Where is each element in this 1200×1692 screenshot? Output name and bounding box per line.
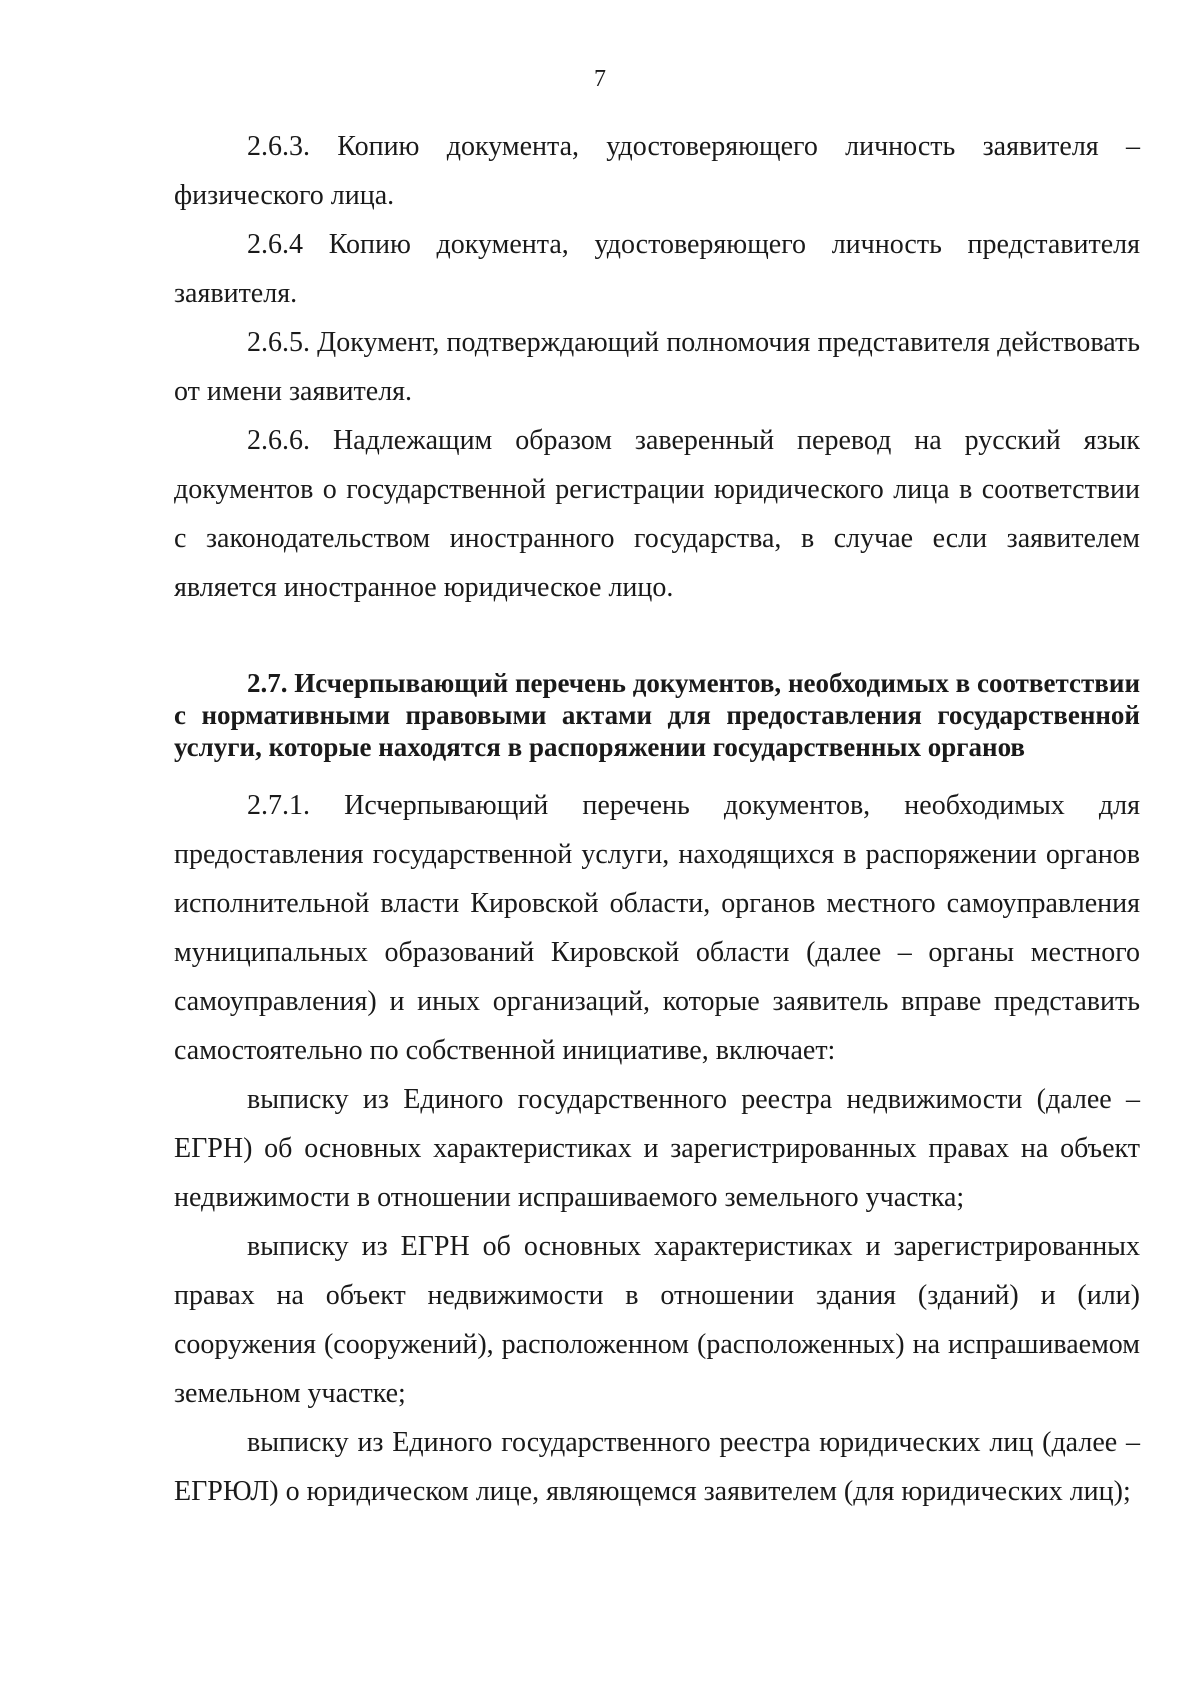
list-item-egrn-land-plot: выписку из Единого государственного реестра недвижимости (далее – ЕГРН) об основных характеристиках и зарегистрированных правах на объект недвижимости в отношении испрашиваемого земельного участка; bbox=[174, 1084, 1140, 1213]
paragraph-2-6-5: 2.6.5. Документ, подтверждающий полномочия представителя действовать от имени заявителя. bbox=[174, 327, 1140, 407]
list-item-egrul: выписку из Единого государственного реестра юридических лиц (далее – ЕГРЮЛ) о юридическом лице, являющемся заявителем (для юридических лиц); bbox=[174, 1427, 1140, 1507]
list-item-egrn-buildings: выписку из ЕГРН об основных характеристиках и зарегистрированных правах на объект недвижимости в отношении здания (зданий) и (или) сооружения (сооружений), расположенном (расположенных) на испрашиваемом земельном участке; bbox=[174, 1231, 1140, 1409]
document-body bbox=[174, 122, 1140, 1516]
paragraph-2-6-6: 2.6.6. Надлежащим образом заверенный перевод на русский язык документов о государственной регистрации юридического лица в соответствии с законодательством иностранного государства, в случае если заявителем является иностранное юридическое лицо. bbox=[174, 425, 1140, 603]
paragraph-2-6-3: 2.6.3. Копию документа, удостоверяющего личность заявителя – физического лица. bbox=[174, 131, 1140, 211]
page-number: 7 bbox=[594, 66, 606, 92]
section-heading-2-7: 2.7. Исчерпывающий перечень документов, необходимых в соответствии с нормативными правовыми актами для предоставления государственной услуги, которые находятся в распоряжении государственных органов bbox=[174, 668, 1140, 762]
paragraph-2-6-4: 2.6.4 Копию документа, удостоверяющего личность представителя заявителя. bbox=[174, 229, 1140, 309]
paragraph-2-7-1: 2.7.1. Исчерпывающий перечень документов, необходимых для предоставления государственной услуги, находящихся в распоряжении органов исполнительной власти Кировской области, органов местного самоуправления муниципальных образований Кировской области (далее – органы местного самоуправления) и иных организаций, которые заявитель вправе представить самостоятельно по собственной инициативе, включает: bbox=[174, 790, 1140, 1066]
